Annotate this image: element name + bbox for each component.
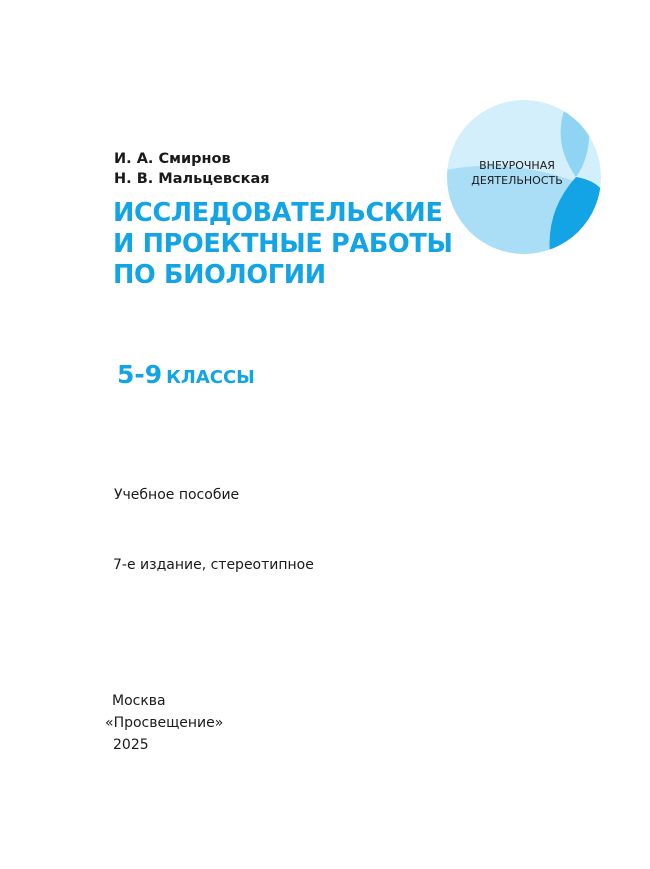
edition: 7-е издание, стереотипное <box>113 557 314 573</box>
publisher-city: Москва <box>112 693 166 709</box>
grades-label: КЛАССЫ <box>166 367 255 388</box>
badge-label <box>452 158 582 188</box>
publisher-year: 2025 <box>113 737 149 753</box>
badge-line-2: ДЕЯТЕЛЬНОСТЬ <box>471 174 563 187</box>
book-title <box>113 198 453 291</box>
title-line-2: И ПРОЕКТНЫЕ РАБОТЫ <box>113 229 453 259</box>
author-2: Н. В. Мальцевская <box>114 171 270 187</box>
authors <box>114 149 270 189</box>
grades-range: 5-9 <box>117 360 163 389</box>
author-1: И. А. Смирнов <box>114 151 231 167</box>
publisher-info <box>105 690 223 756</box>
title-line-1: ИССЛЕДОВАТЕЛЬСКИЕ <box>113 198 443 228</box>
book-type: Учебное пособие <box>114 487 240 503</box>
badge-line-1: ВНЕУРОЧНАЯ <box>479 159 555 172</box>
grades <box>117 360 255 389</box>
publisher-name: «Просвещение» <box>105 715 224 731</box>
title-line-3: ПО БИОЛОГИИ <box>113 260 326 290</box>
